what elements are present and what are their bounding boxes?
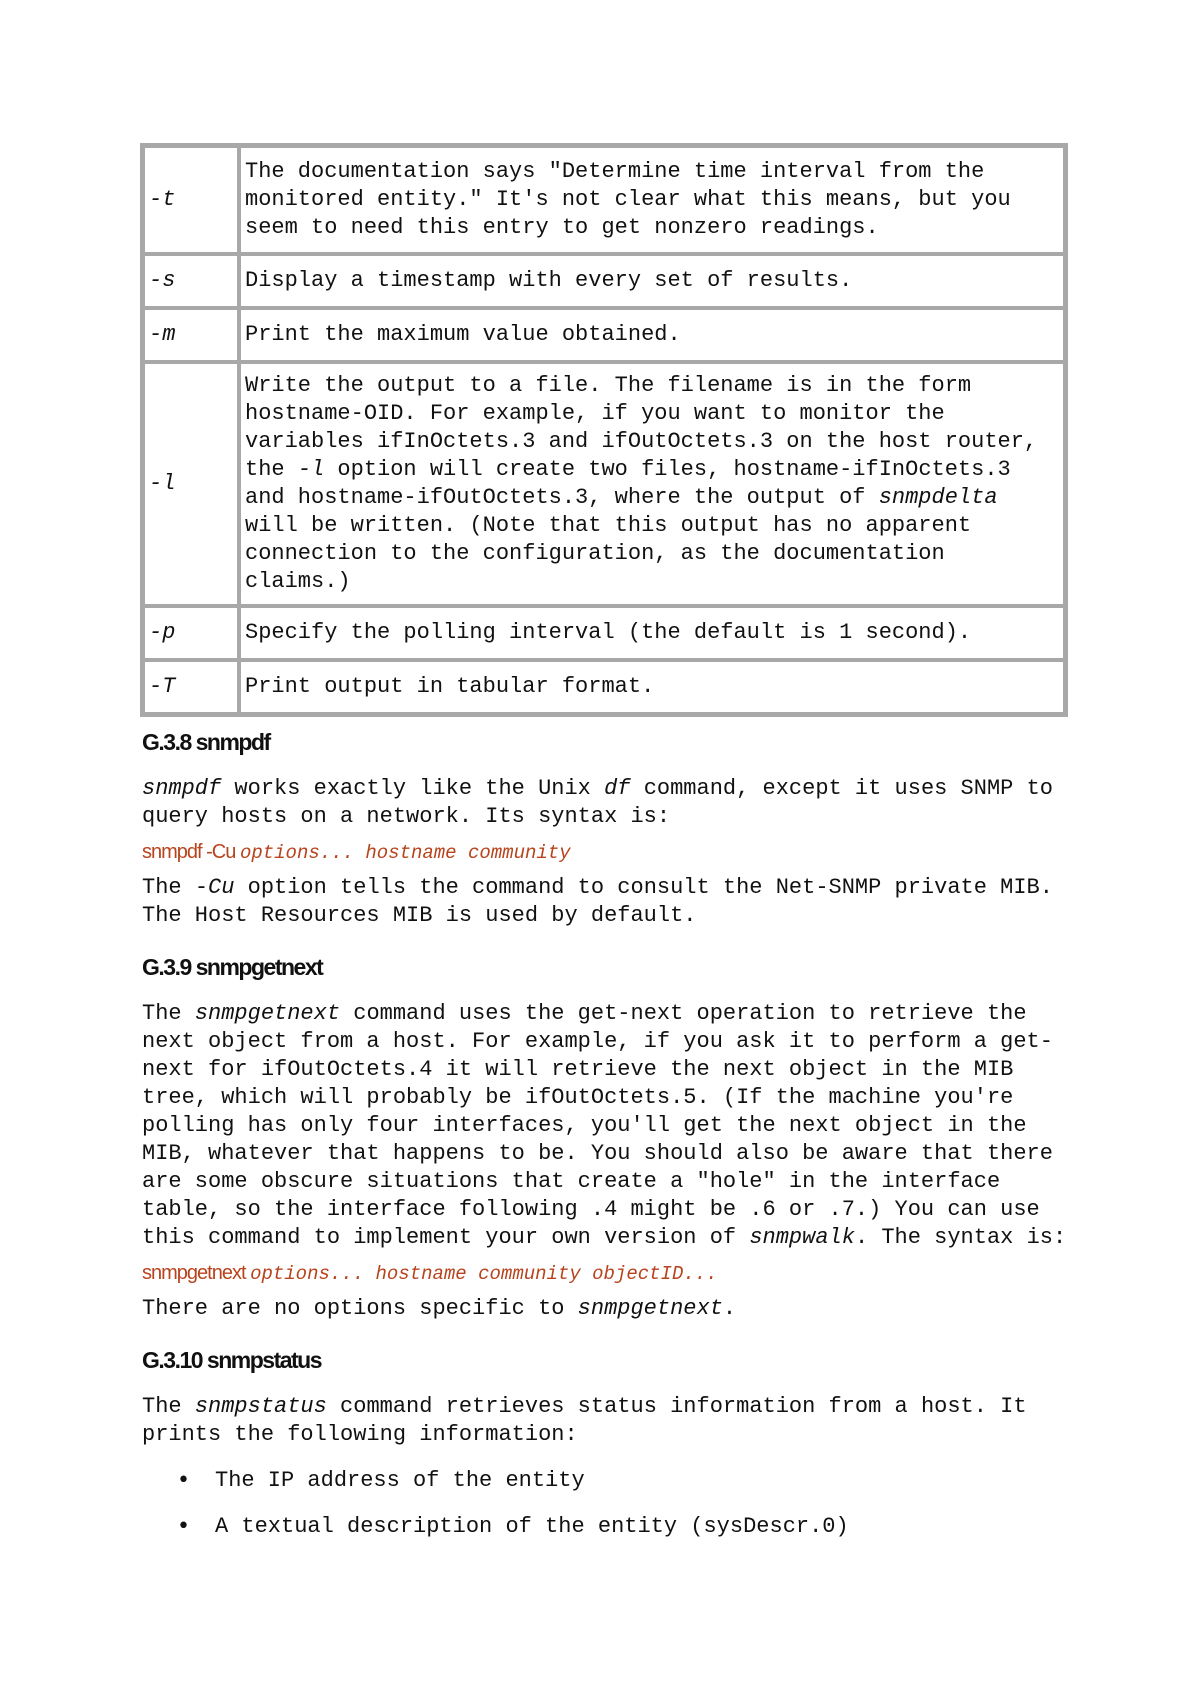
table-row [143, 362, 1065, 606]
syntax-line: snmpgetnext options... hostname community objectID... [142, 1262, 718, 1285]
table-row [143, 254, 1065, 308]
option-description: The documentation says "Determine time interval from the monitored entity." It's not clear what this means, but you seem to need this entry to get nonzero readings. [239, 146, 1065, 254]
option-flag: -t [143, 146, 239, 254]
document-page [142, 143, 1068, 1541]
section-heading-snmpgetnext: G.3.9 snmpgetnext [142, 954, 323, 980]
table-row [143, 308, 1065, 362]
paragraph: The snmpstatus command retrieves status information from a host. It prints the following information: [142, 1394, 1040, 1447]
section-heading-snmpstatus: G.3.10 snmpstatus [142, 1347, 322, 1373]
syntax-line: snmpdf -Cu options... hostname community [142, 841, 571, 864]
table-row [143, 606, 1065, 660]
bullet-list [142, 1467, 1068, 1541]
paragraph: The snmpgetnext command uses the get-next operation to retrieve the next object from a host. For example, if you ask it to perform a get-next for ifOutOctets.4 it will retrieve the next object in the MIB tree, which will probably be ifOutOctets.5. (If the machine you're polling has only four interfaces, you'll get the next object in the MIB, whatever that happens to be. You should also be aware that there are some obscure situations that create a "hole" in the interface table, so the interface following .4 might be .6 or .7.) You can use this command to implement your own version of snmpwalk. The syntax is: [142, 1001, 1067, 1250]
option-description: Display a timestamp with every set of results. [239, 254, 1065, 308]
option-flag: -l [143, 362, 239, 606]
options-table [140, 143, 1068, 717]
option-description: Print the maximum value obtained. [239, 308, 1065, 362]
list-item: • The IP address of the entity [142, 1467, 1068, 1495]
paragraph: The -Cu option tells the command to consult the Net-SNMP private MIB. The Host Resources MIB is used by default. [142, 875, 1067, 928]
option-flag: -m [143, 308, 239, 362]
table-row [143, 660, 1065, 714]
option-description: Specify the polling interval (the default is 1 second). [239, 606, 1065, 660]
paragraph: snmpdf works exactly like the Unix df command, except it uses SNMP to query hosts on a network. Its syntax is: [142, 776, 1067, 829]
option-flag: -T [143, 660, 239, 714]
option-description: Write the output to a file. The filename is in the form hostname-OID. For example, if you want to monitor the variables ifInOctets.3 and ifOutOctets.3 on the host router, the -l option will create two files, hostname-ifInOctets.3 and hostname-ifOutOctets.3, where the output of snmpdelta will be written. (Note that this output has no apparent connection to the configuration, as the documentation claims.) [239, 362, 1065, 606]
option-description: Print output in tabular format. [239, 660, 1065, 714]
paragraph: There are no options specific to snmpgetnext. [142, 1296, 737, 1321]
section-heading-snmpdf: G.3.8 snmpdf [142, 729, 270, 755]
option-flag: -p [143, 606, 239, 660]
list-item: • A textual description of the entity (sysDescr.0) [142, 1513, 1068, 1541]
option-flag: -s [143, 254, 239, 308]
table-row [143, 146, 1065, 254]
